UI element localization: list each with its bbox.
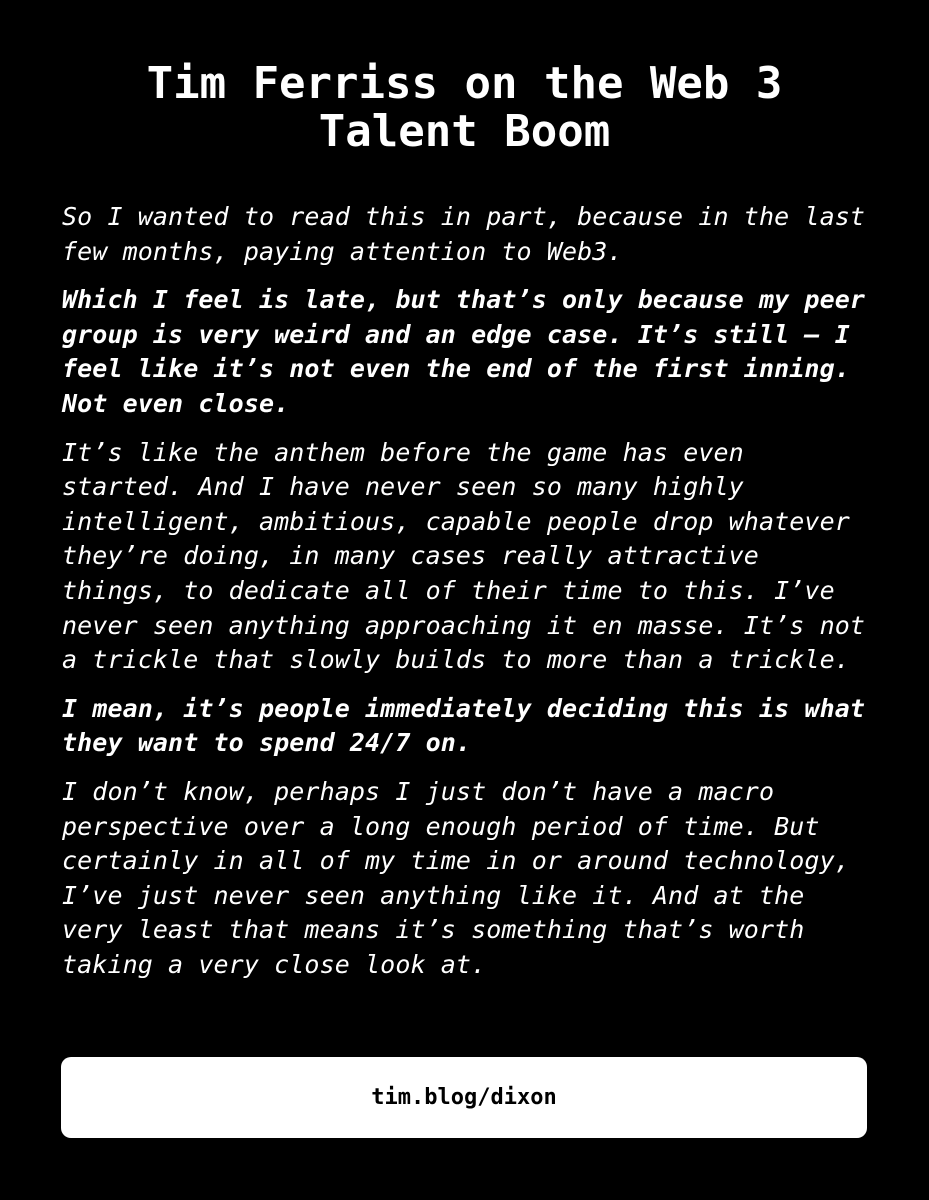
quote-paragraph-3: It’s like the anthem before the game has even started. And I have never seen so many highly intelligent, ambitious, capable people drop whatever they’re doing, in many cases really attractive things, to dedicate all of their time to this. I’ve never seen anything approaching it en masse. It’s not a trickle that slowly builds to more than a trickle. [62, 437, 866, 675]
quote-paragraph-1: So I wanted to read this in part, because in the last few months, paying attention to Web3. [62, 202, 866, 266]
page-title: Tim Ferriss on the Web 3 Talent Boom [146, 58, 783, 157]
source-link-button[interactable] [61, 1057, 867, 1138]
quote-paragraph-5: I don’t know, perhaps I just don’t have a macro perspective over a long enough period of time. But certainly in all of my time in or around technology, I’ve just never seen anything like it. And at the very least that means it’s something that’s worth taking a very close look at. [62, 776, 850, 979]
source-link-label: tim.blog/dixon [371, 1085, 557, 1110]
quote-paragraph-2: Which I feel is late, but that’s only because my peer group is very weird and an edge case. It’s still — I feel like it’s not even the end of the first inning. Not even close. [62, 285, 866, 418]
quote-body [62, 200, 872, 996]
quote-paragraph-4: I mean, it’s people immediately deciding this is what they want to spend 24/7 on. [62, 693, 866, 758]
